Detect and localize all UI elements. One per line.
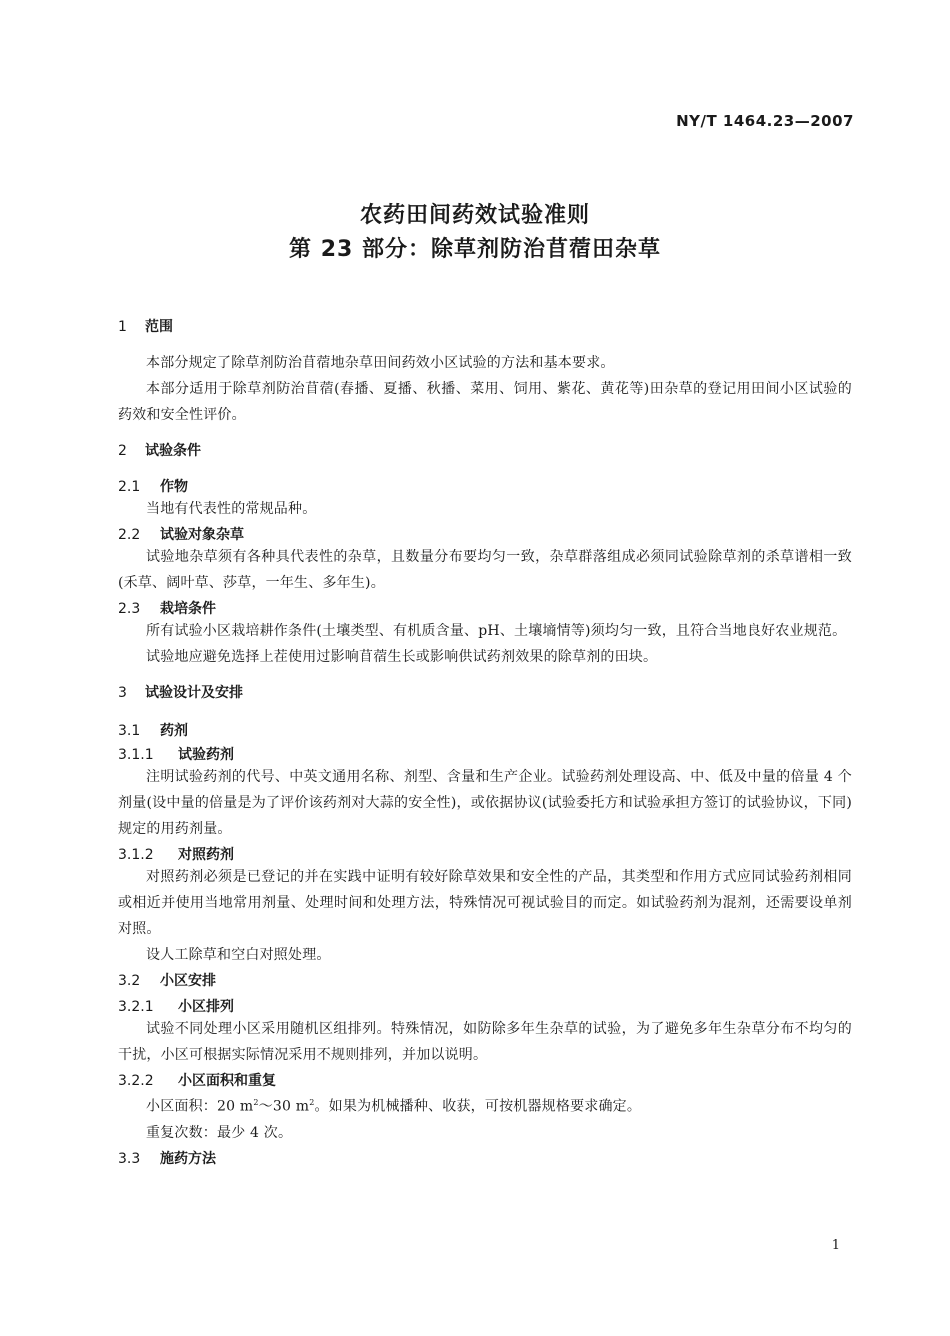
subsubsection-heading: 3.2.2 小区面积和重复 xyxy=(118,1073,276,1089)
subsection-heading: 3.3 施药方法 xyxy=(118,1150,216,1167)
subsection-heading: 3.1 药剂 xyxy=(118,723,188,739)
section-heading: 3 试验设计及安排 xyxy=(118,685,243,701)
subsection-heading: 2.1 作物 xyxy=(118,479,188,495)
subsubsection-heading: 3.1.2 对照药剂 xyxy=(118,847,234,863)
paragraph: 对照药剂必须是已登记的并在实践中证明有较好除草效果和安全性的产品，其类型和作用方式应同试验药剂相同或相近并使用当地常用剂量、处理时间和处理方法，特殊情况可视试验目的而定。如试验药剂为混剂，还需要设单剂对照。 xyxy=(118,869,852,937)
standard-code: NY/T 1464.23—2007 xyxy=(676,112,854,130)
paragraph: 注明试验药剂的代号、中英文通用名称、剂型、含量和生产企业。试验药剂处理设高、中、低及中量的倍量 4 个剂量(设中量的倍量是为了评价该药剂对大蒜的安全性)，或依据协议(试验委托方和试验承担方签订的试验协议，下同)规定的用药剂量。 xyxy=(118,769,852,837)
paragraph: 试验不同处理小区采用随机区组排列。特殊情况，如防除多年生杂草的试验，为了避免多年生杂草分布不均匀的干扰，小区可根据实际情况采用不规则排列，并加以说明。 xyxy=(118,1021,852,1063)
subsubsection-heading: 3.2.1 小区排列 xyxy=(118,999,234,1015)
paragraph: 试验地应避免选择上茬使用过影响苜蓿生长或影响供试药剂效果的除草剂的田块。 xyxy=(146,649,658,665)
section-heading: 1 范围 xyxy=(118,319,173,335)
paragraph: 设人工除草和空白对照处理。 xyxy=(146,947,331,963)
paragraph: 本部分规定了除草剂防治苜蓿地杂草田间药效小区试验的方法和基本要求。 xyxy=(146,355,615,371)
page-number: 1 xyxy=(831,1238,840,1253)
paragraph: 小区面积：20 $m^2\sim 30$ $m^2$。如果为机械播种、收获，可按机器规格要求确定。 xyxy=(146,1098,642,1115)
subsection-heading: 3.2 小区安排 xyxy=(118,973,216,989)
subsection-heading: 2.3 栽培条件 xyxy=(118,601,216,617)
paragraph: 本部分适用于除草剂防治苜蓿(春播、夏播、秋播、菜用、饲用、紫花、黄花等)田杂草的登记用田间小区试验的药效和安全性评价。 xyxy=(118,381,852,423)
paragraph: 所有试验小区栽培耕作条件(土壤类型、有机质含量、pH、土壤墒情等)须均匀一致，且符合当地良好农业规范。 xyxy=(146,623,847,639)
document-body xyxy=(118,318,852,1168)
subsubsection-heading: 3.1.1 试验药剂 xyxy=(118,747,234,763)
document-subtitle: 第 23 部分：除草剂防治苜蓿田杂草 xyxy=(289,237,661,262)
paragraph: 试验地杂草须有各种具代表性的杂草，且数量分布要均匀一致，杂草群落组成必须同试验除草剂的杀草谱相一致(禾草、阔叶草、莎草，一年生、多年生)。 xyxy=(118,549,852,591)
paragraph: 当地有代表性的常规品种。 xyxy=(146,501,317,517)
paragraph: 重复次数：最少 4 次。 xyxy=(146,1124,293,1141)
document-title: 农药田间药效试验准则 xyxy=(359,203,590,228)
subsection-heading: 2.2 试验对象杂草 xyxy=(118,527,244,543)
section-heading: 2 试验条件 xyxy=(118,443,201,459)
